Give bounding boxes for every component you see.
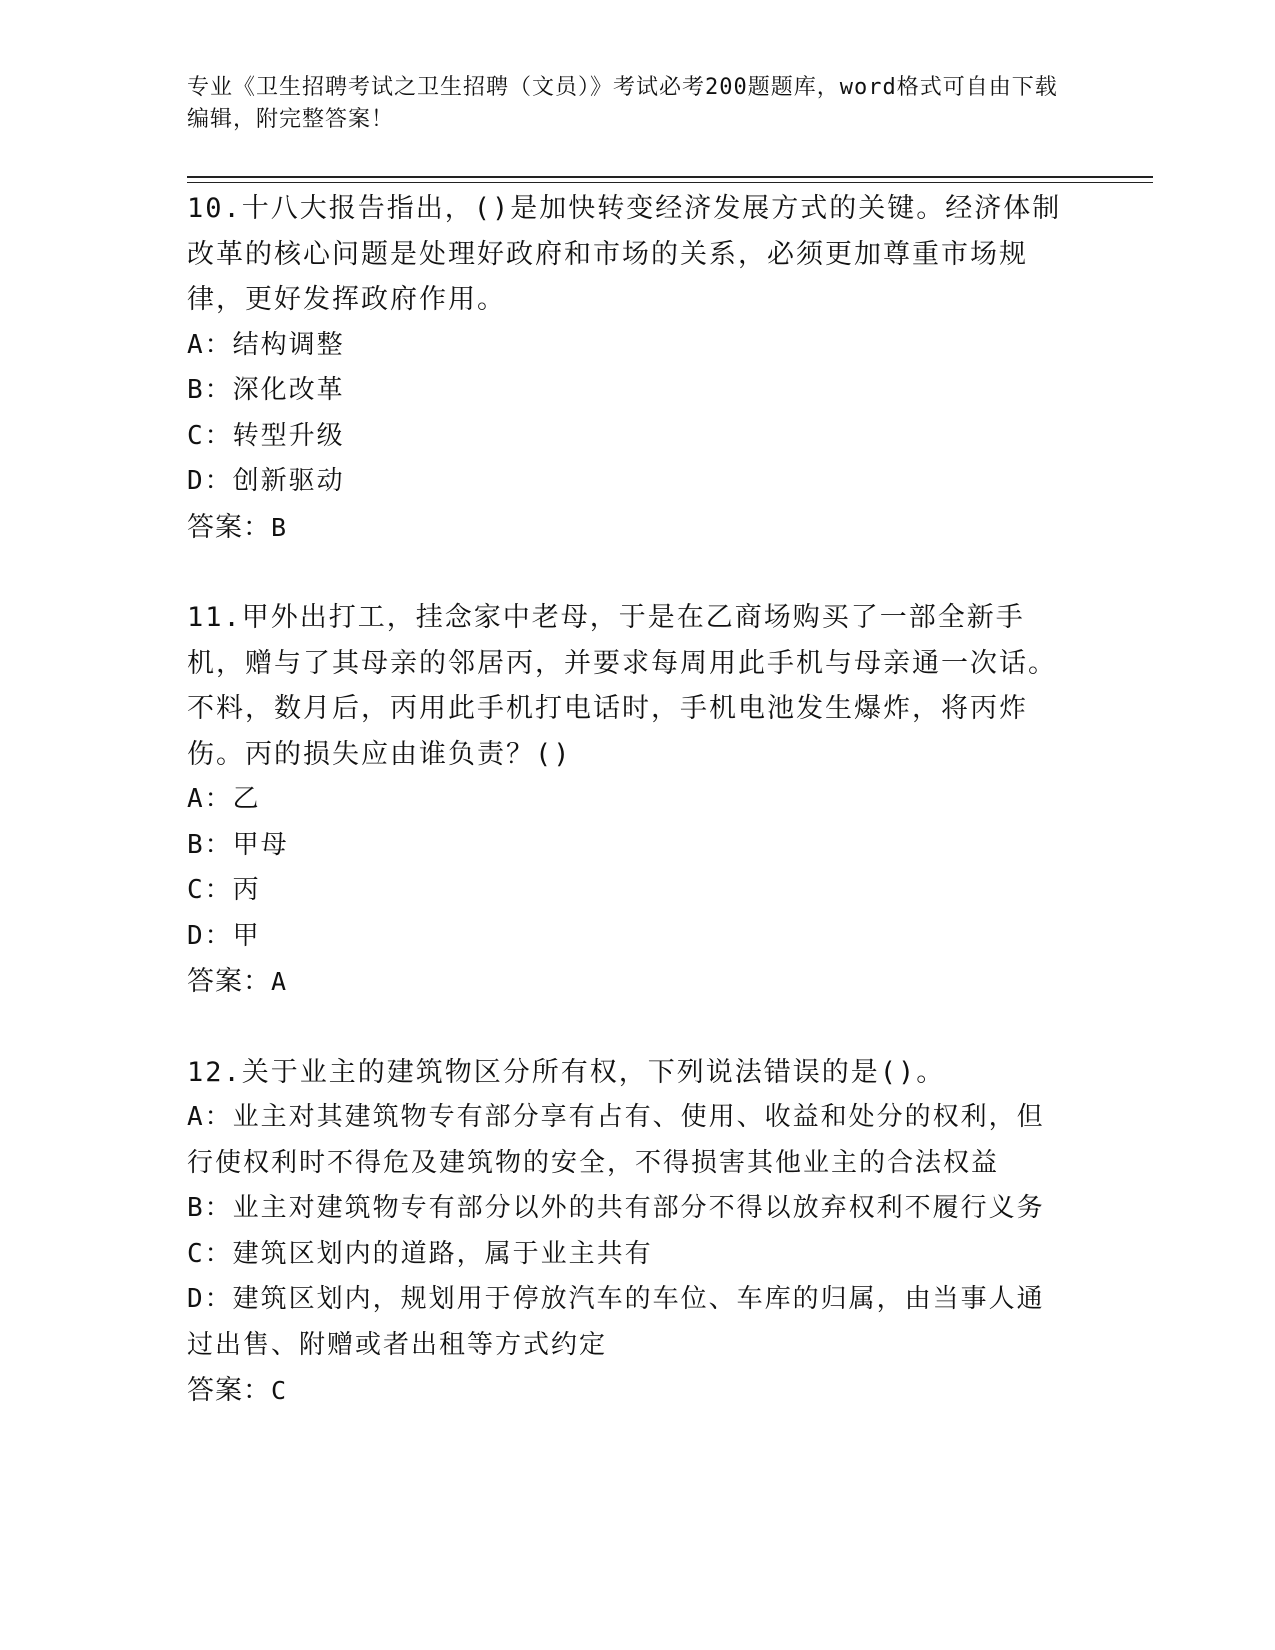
option-d: D：创新驱动 [187,466,345,496]
question-12 [187,1050,1067,1414]
option-a: A：结构调整 [187,329,345,360]
question-stem: 12.关于业主的建筑物区分所有权，下列说法错误的是()。 [187,1056,946,1088]
question-list [187,186,1067,1414]
answer-value: B [271,512,288,542]
answer-label: 答案： [187,1375,271,1406]
answer-line [187,505,1067,551]
answer-label: 答案： [187,966,271,997]
answer-line [187,959,1067,1005]
document-header: 专业《卫生招聘考试之卫生招聘（文员）》考试必考200题题库，word格式可自由下载编辑，附完整答案！ [187,75,1058,132]
option-a: A：业主对其建筑物专有部分享有占有、使用、收益和处分的权利，但行使权利时不得危及建筑物的安全，不得损害其他业主的合法权益 [187,1102,1045,1178]
option-c: C：转型升级 [187,420,345,451]
question-stem: 11.甲外出打工，挂念家中老母，于是在乙商场购买了一部全新手机，赠与了其母亲的邻居丙，并要求每周用此手机与母亲通一次话。不料，数月后，丙用此手机打电话时，手机电池发生爆炸，将丙炸伤。丙的损失应由谁负责？() [187,602,1057,770]
option-d: D：建筑区划内，规划用于停放汽车的车位、车库的归属，由当事人通过出售、附赠或者出租等方式约定 [187,1284,1045,1360]
option-a: A：乙 [187,784,261,814]
option-d: D：甲 [187,920,261,951]
option-b: B：业主对建筑物专有部分以外的共有部分不得以放弃权利不履行义务 [187,1193,1045,1223]
header-divider-thin [187,182,1153,183]
question-stem: 10.十八大报告指出，()是加快转变经济发展方式的关键。经济体制改革的核心问题是处理好政府和市场的关系，必须更加尊重市场规律，更好发挥政府作用。 [187,193,1062,315]
header-divider-thick [187,176,1153,178]
answer-value: C [271,1376,288,1405]
option-b: B：深化改革 [187,375,345,405]
option-c: C：丙 [187,875,261,905]
question-11 [187,595,1067,1005]
answer-label: 答案： [187,511,271,543]
answer-line [187,1368,1067,1414]
question-10 [187,186,1067,550]
answer-value: A [271,967,288,996]
option-c: C：建筑区划内的道路，属于业主共有 [187,1238,653,1269]
option-b: B：甲母 [187,829,289,860]
